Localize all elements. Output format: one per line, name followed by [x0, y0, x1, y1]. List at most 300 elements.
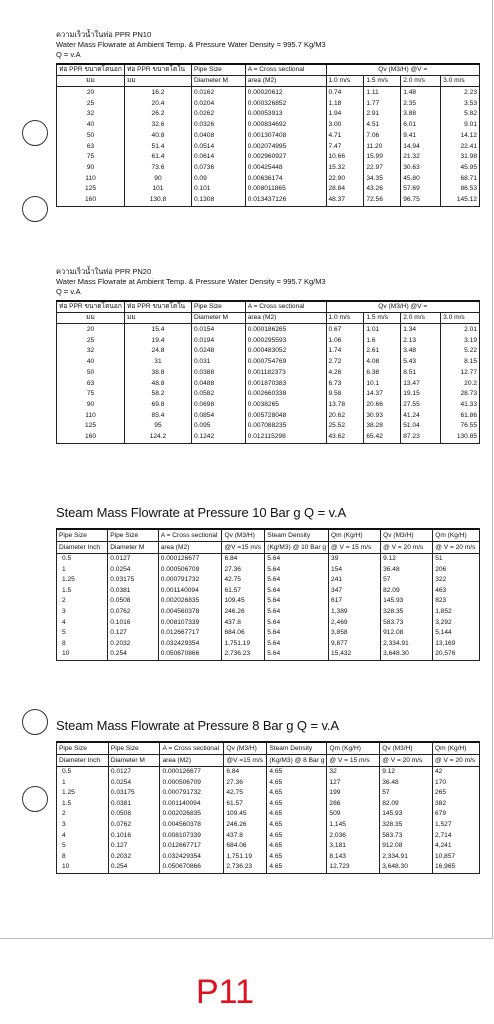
table-cell: 6.84 [224, 767, 267, 778]
table-cell: 0.0388 [191, 368, 245, 379]
col-header-3: A = Cross sectional [160, 742, 224, 755]
table-row [57, 379, 480, 390]
table-cell: 0.0508 [108, 596, 158, 607]
table-cell: 5.64 [265, 628, 329, 639]
table-row [57, 174, 480, 185]
table-cell: 0.008107339 [160, 831, 224, 842]
table-cell: 58.2 [124, 389, 191, 400]
table-cell: 8 [57, 639, 108, 650]
table-cell: 4.65 [267, 841, 327, 852]
table-row [57, 575, 480, 586]
table-cell: 0.67 [326, 324, 364, 336]
table-cell: 145.93 [380, 809, 433, 820]
col-header-qv: Qv (M3/H) @V = [326, 301, 479, 313]
table-cell: 42.75 [222, 575, 265, 586]
col-header-5: Steam Density [267, 742, 327, 755]
table-cell: 2.01 [441, 324, 480, 336]
pn10-title: ความเร็วน้ำในท่อ PPR PN10 [56, 30, 152, 39]
table-cell: 5.64 [265, 639, 329, 650]
table-cell: 0.1242 [191, 432, 245, 443]
table-row [57, 639, 480, 650]
table-cell: 57 [381, 575, 433, 586]
table-row [57, 109, 480, 120]
table-cell: 0.2032 [108, 852, 160, 863]
table-row [57, 195, 480, 206]
table-cell: 1.5 [57, 799, 109, 810]
col-header-4-sub: @V =15 m/s [224, 755, 267, 767]
pn10-subtitle: Water Mass Flowrate at Ambient Temp. & Pressure Water Density = 995.7 Kg/M3 [56, 40, 326, 49]
col-header-4: Qv (M3/H) [224, 742, 267, 755]
col-header-1: Pipe Size [57, 742, 109, 755]
table-cell: 51.4 [124, 142, 191, 153]
table-cell: 2.35 [401, 99, 441, 110]
table-cell: 15,432 [329, 649, 381, 660]
table-row [57, 862, 480, 873]
table-cell: 2 [57, 596, 108, 607]
table-cell: 0.0614 [191, 152, 245, 163]
pn10-table-body [57, 87, 480, 207]
binder-hole-1 [22, 120, 48, 146]
table-cell: 7.06 [364, 131, 401, 142]
table-cell: 0.000295593 [245, 336, 326, 347]
table-cell: 0.000186265 [245, 324, 326, 336]
col-header-7: Qv (M3/H) [380, 742, 433, 755]
table-row [57, 87, 480, 99]
table-cell: 0.032429354 [158, 639, 222, 650]
steam10-header-row-1 [57, 529, 480, 542]
table-cell: 0.00020612 [245, 87, 326, 99]
pn20-formula: Q = v.A [56, 287, 81, 296]
table-cell: 0.000791732 [158, 575, 222, 586]
table-cell: 0.013437126 [245, 195, 326, 206]
table-cell: 509 [327, 809, 380, 820]
table-cell: 32 [57, 346, 125, 357]
steam8-header-row-1 [57, 742, 480, 755]
table-cell: 14.94 [401, 142, 441, 153]
table-cell: 1,751.19 [222, 639, 265, 650]
table-cell: 36.48 [380, 778, 433, 789]
pn20-title: ความเร็วน้ำในท่อ PPR PN20 [56, 267, 152, 276]
table-cell: 109.45 [224, 809, 267, 820]
table-cell: 1.74 [326, 346, 364, 357]
table-cell: 57 [380, 788, 433, 799]
table-cell: 0.002026835 [160, 809, 224, 820]
table-cell: 1.5 [57, 586, 108, 597]
table-cell: 2.61 [364, 346, 401, 357]
table-cell: 11.20 [364, 142, 401, 153]
table-row [57, 131, 480, 142]
steam10-title: Steam Mass Flowrate at Pressure 10 Bar g Q = v.A [56, 505, 347, 520]
table-cell: 1,145 [327, 820, 380, 831]
col-header-size: Pipe Size [191, 64, 245, 76]
table-cell: 265 [432, 788, 479, 799]
table-cell: 31.98 [441, 152, 480, 163]
table-cell: 28.73 [441, 389, 480, 400]
table-cell: 5.82 [441, 109, 480, 120]
table-row [57, 400, 480, 411]
table-cell: 14.12 [441, 131, 480, 142]
table-cell: 61.57 [222, 586, 265, 597]
table-cell: 4.51 [364, 120, 401, 131]
table-cell: 125 [57, 184, 125, 195]
table-cell: 2,469 [329, 618, 381, 629]
table-cell: 0.5 [57, 554, 108, 565]
table-cell: 4.08 [364, 357, 401, 368]
table-row [57, 346, 480, 357]
col-header-2: Pipe Size [108, 529, 158, 542]
table-cell: 127 [327, 778, 380, 789]
binder-hole-2 [22, 196, 48, 222]
table-cell: 36.48 [381, 565, 433, 576]
table-row [57, 809, 480, 820]
table-cell: 0.001307408 [245, 131, 326, 142]
table-cell: 0.005728048 [245, 411, 326, 422]
table-row [57, 336, 480, 347]
table-cell: 63 [57, 379, 125, 390]
col-header-8-sub: @ V = 20 m/s [433, 542, 480, 554]
table-cell: 328.35 [381, 607, 433, 618]
table-cell: 4.26 [326, 368, 364, 379]
table-cell: 50 [57, 131, 125, 142]
table-cell: 4,241 [432, 841, 479, 852]
steam10-table [56, 528, 480, 661]
col-header-2-sub: Diameter M [108, 542, 158, 554]
table-cell: 130.8 [124, 195, 191, 206]
table-cell: 4.65 [267, 767, 327, 778]
table-cell: 0.001140094 [158, 586, 222, 597]
table-cell: 0.2032 [108, 639, 158, 650]
table-cell: 0.0488 [191, 379, 245, 390]
table-cell: 322 [433, 575, 480, 586]
table-cell: 3.88 [401, 109, 441, 120]
table-cell: 0.0248 [191, 346, 245, 357]
table-cell: 0.002960927 [245, 152, 326, 163]
table-row [57, 324, 480, 336]
table-cell: 0.007088235 [245, 421, 326, 432]
table-cell: 0.0736 [191, 163, 245, 174]
pn20-section [56, 267, 480, 444]
table-cell: 3.53 [441, 99, 480, 110]
table-cell: 57.69 [401, 184, 441, 195]
table-cell: 26.2 [124, 109, 191, 120]
table-cell: 50 [57, 368, 125, 379]
table-row [57, 607, 480, 618]
table-cell: 0.0326 [191, 120, 245, 131]
table-cell: 13.47 [401, 379, 441, 390]
col-header-v3: 2.0 m/s [401, 313, 441, 324]
table-cell: 5.64 [265, 607, 329, 618]
steam8-table [56, 741, 480, 874]
table-cell: 2.13 [401, 336, 441, 347]
table-cell: 5 [57, 628, 108, 639]
table-cell: 8 [57, 852, 109, 863]
col-header-6-sub: @ V = 15 m/s [327, 755, 380, 767]
table-cell: 1.48 [401, 87, 441, 99]
table-cell: 5.64 [265, 565, 329, 576]
table-cell: 1,852 [433, 607, 480, 618]
table-cell: 20.62 [326, 411, 364, 422]
table-cell: 19.15 [401, 389, 441, 400]
table-cell: 0.000791732 [160, 788, 224, 799]
table-cell: 15.99 [364, 152, 401, 163]
table-cell: 3.00 [326, 120, 364, 131]
col-header-3: A = Cross sectional [158, 529, 222, 542]
table-cell: 5.22 [441, 346, 480, 357]
table-cell: 5.43 [401, 357, 441, 368]
col-header-4-sub: @V =15 m/s [222, 542, 265, 554]
table-cell: 130.85 [441, 432, 480, 443]
table-cell: 9,877 [329, 639, 381, 650]
table-cell: 20,576 [433, 649, 480, 660]
table-cell: 4.65 [267, 852, 327, 863]
table-cell: 0.004560378 [158, 607, 222, 618]
table-cell: 0.00425448 [245, 163, 326, 174]
table-cell: 4.65 [267, 831, 327, 842]
table-cell: 14.37 [364, 389, 401, 400]
table-cell: 0.004560378 [160, 820, 224, 831]
table-cell: 25 [57, 336, 125, 347]
table-cell: 22.41 [441, 142, 480, 153]
table-cell: 15.4 [124, 324, 191, 336]
table-cell: 0.002026835 [158, 596, 222, 607]
table-cell: 1,527 [432, 820, 479, 831]
table-cell: 65.42 [364, 432, 401, 443]
table-cell: 4.65 [267, 862, 327, 873]
table-cell: 0.000506709 [158, 565, 222, 576]
pn20-table-body [57, 324, 480, 444]
table-row [57, 618, 480, 629]
table-cell: 5.64 [265, 554, 329, 565]
table-row [57, 357, 480, 368]
table-cell: 246.26 [222, 607, 265, 618]
table-cell: 679 [432, 809, 479, 820]
table-cell: 19.4 [124, 336, 191, 347]
table-cell: 0.0254 [108, 778, 160, 789]
table-cell: 6.38 [364, 368, 401, 379]
table-cell: 0.0254 [108, 565, 158, 576]
table-cell: 0.000126677 [158, 554, 222, 565]
table-cell: 3,181 [327, 841, 380, 852]
table-cell: 21.32 [401, 152, 441, 163]
table-cell: 31 [124, 357, 191, 368]
col-header-v2: 1.5 m/s [364, 76, 401, 87]
table-cell: 154 [329, 565, 381, 576]
table-cell: 72.56 [364, 195, 401, 206]
table-cell: 0.0508 [108, 809, 160, 820]
table-cell: 4.71 [326, 131, 364, 142]
table-row [57, 432, 480, 443]
table-row [57, 368, 480, 379]
table-cell: 40 [57, 357, 125, 368]
table-cell: 3.48 [401, 346, 441, 357]
col-header-2-sub: Diameter M [108, 755, 160, 767]
col-header-area-unit: area (M2) [245, 313, 326, 324]
pn20-subtitle: Water Mass Flowrate at Ambient Temp. & Pressure Water Density = 995.7 Kg/M3 [56, 277, 326, 286]
table-cell: 69.8 [124, 400, 191, 411]
table-cell: 145.93 [381, 596, 433, 607]
table-cell: 20.2 [441, 379, 480, 390]
col-header-1-sub: Diameter Inch [57, 542, 108, 554]
table-row [57, 820, 480, 831]
col-header-7-sub: @ V = 20 m/s [380, 755, 433, 767]
table-cell: 1.94 [326, 109, 364, 120]
table-cell: 0.012115298 [245, 432, 326, 443]
table-cell: 2,714 [432, 831, 479, 842]
pn10-section [56, 30, 480, 207]
table-cell: 1.18 [326, 99, 364, 110]
table-cell: 109.45 [222, 596, 265, 607]
table-cell: 20 [57, 87, 125, 99]
table-cell: 4.65 [267, 809, 327, 820]
table-cell: 73.6 [124, 163, 191, 174]
table-cell: 1.25 [57, 788, 109, 799]
table-cell: 41.33 [441, 400, 480, 411]
table-cell: 1.06 [326, 336, 364, 347]
table-cell: 0.5 [57, 767, 109, 778]
table-cell: 3 [57, 607, 108, 618]
table-cell: 95 [124, 421, 191, 432]
table-cell: 8.15 [441, 357, 480, 368]
table-cell: 43.62 [326, 432, 364, 443]
table-cell: 0.000506709 [160, 778, 224, 789]
table-cell: 22.97 [364, 163, 401, 174]
table-cell: 86.53 [441, 184, 480, 195]
table-cell: 0.254 [108, 649, 158, 660]
table-cell: 82.09 [381, 586, 433, 597]
steam8-header-row-2 [57, 755, 480, 767]
col-header-inner-unit: มม [124, 76, 191, 87]
table-cell: 124.2 [124, 432, 191, 443]
table-cell: 2,736.23 [224, 862, 267, 873]
table-cell: 1.11 [364, 87, 401, 99]
table-row [57, 554, 480, 565]
steam10-header-row-2 [57, 542, 480, 554]
table-cell: 1.6 [364, 336, 401, 347]
table-cell: 0.001182373 [245, 368, 326, 379]
col-header-v1: 1.0 m/s [326, 76, 364, 87]
steam8-title: Steam Mass Flowrate at Pressure 8 Bar g Q = v.A [56, 718, 339, 733]
table-cell: 4.65 [267, 799, 327, 810]
table-cell: 20.4 [124, 99, 191, 110]
table-cell: 5.64 [265, 575, 329, 586]
table-cell: 0.101 [191, 184, 245, 195]
table-cell: 10.1 [364, 379, 401, 390]
table-cell: 45.80 [401, 174, 441, 185]
table-cell: 0.0762 [108, 820, 160, 831]
table-cell: 437.8 [224, 831, 267, 842]
table-cell: 0.0194 [191, 336, 245, 347]
table-cell: 42.75 [224, 788, 267, 799]
table-cell: 6.01 [401, 120, 441, 131]
table-cell: 2.23 [441, 87, 480, 99]
col-header-inner-unit: มม [124, 313, 191, 324]
table-row [57, 120, 480, 131]
table-cell: 22.90 [326, 174, 364, 185]
table-cell: 110 [57, 411, 125, 422]
table-cell: 13,169 [433, 639, 480, 650]
table-cell: 1.34 [401, 324, 441, 336]
table-cell: 32 [327, 767, 380, 778]
table-cell: 61.57 [224, 799, 267, 810]
table-cell: 0.1016 [108, 618, 158, 629]
table-row [57, 778, 480, 789]
table-cell: 34.35 [364, 174, 401, 185]
col-header-4: Qv (M3/H) [222, 529, 265, 542]
table-cell: 347 [329, 586, 381, 597]
table-cell: 6.73 [326, 379, 364, 390]
col-header-size-unit: Diameter M [191, 76, 245, 87]
col-header-6: Qm (Kg/H) [329, 529, 381, 542]
col-header-6-sub: @ V = 15 m/s [329, 542, 381, 554]
table-cell: 0.0854 [191, 411, 245, 422]
table-cell: 4.65 [267, 820, 327, 831]
table-cell: 110 [57, 174, 125, 185]
table-cell: 0.031 [191, 357, 245, 368]
table-row [57, 586, 480, 597]
table-cell: 0.001140094 [160, 799, 224, 810]
col-header-7-sub: @ V = 20 m/s [381, 542, 433, 554]
table-cell: 4 [57, 831, 109, 842]
table-cell: 0.012667717 [158, 628, 222, 639]
table-cell: 5.64 [265, 649, 329, 660]
col-header-v4: 3.0 m/s [441, 313, 480, 324]
table-cell: 6.84 [222, 554, 265, 565]
table-row [57, 767, 480, 778]
table-cell: 63 [57, 142, 125, 153]
table-cell: 9.41 [401, 131, 441, 142]
table-row [57, 852, 480, 863]
table-row [57, 831, 480, 842]
table-cell: 1,389 [329, 607, 381, 618]
table-cell: 583.73 [380, 831, 433, 842]
table-cell: 0.00053913 [245, 109, 326, 120]
table-cell: 0.032429354 [160, 852, 224, 863]
binder-hole-3 [22, 709, 48, 735]
table-cell: 145.12 [441, 195, 480, 206]
table-row [57, 628, 480, 639]
page-label: P11 [196, 973, 254, 1011]
table-cell: 0.0204 [191, 99, 245, 110]
table-cell: 51 [433, 554, 480, 565]
col-header-v1: 1.0 m/s [326, 313, 364, 324]
table-cell: 75 [57, 152, 125, 163]
table-cell: 61.4 [124, 152, 191, 163]
table-cell: 2,736.23 [222, 649, 265, 660]
table-cell: 0.0582 [191, 389, 245, 400]
table-cell: 2.91 [364, 109, 401, 120]
steam8-table-body [57, 767, 480, 874]
table-cell: 27.36 [222, 565, 265, 576]
table-cell: 45.95 [441, 163, 480, 174]
table-cell: 101 [124, 184, 191, 195]
table-cell: 30.93 [364, 411, 401, 422]
table-cell: 125 [57, 421, 125, 432]
table-cell: 684.06 [224, 841, 267, 852]
col-header-area: A = Cross sectional [245, 64, 326, 76]
table-cell: 10 [57, 862, 109, 873]
table-cell: 42 [432, 767, 479, 778]
col-header-size: Pipe Size [191, 301, 245, 313]
table-cell: 1.77 [364, 99, 401, 110]
table-cell: 1 [57, 565, 108, 576]
table-cell: 68.71 [441, 174, 480, 185]
table-cell: 5,144 [433, 628, 480, 639]
table-cell: 0.0038265 [245, 400, 326, 411]
table-cell: 823 [433, 596, 480, 607]
table-cell: 90 [124, 174, 191, 185]
table-cell: 206 [433, 565, 480, 576]
table-cell: 20 [57, 324, 125, 336]
